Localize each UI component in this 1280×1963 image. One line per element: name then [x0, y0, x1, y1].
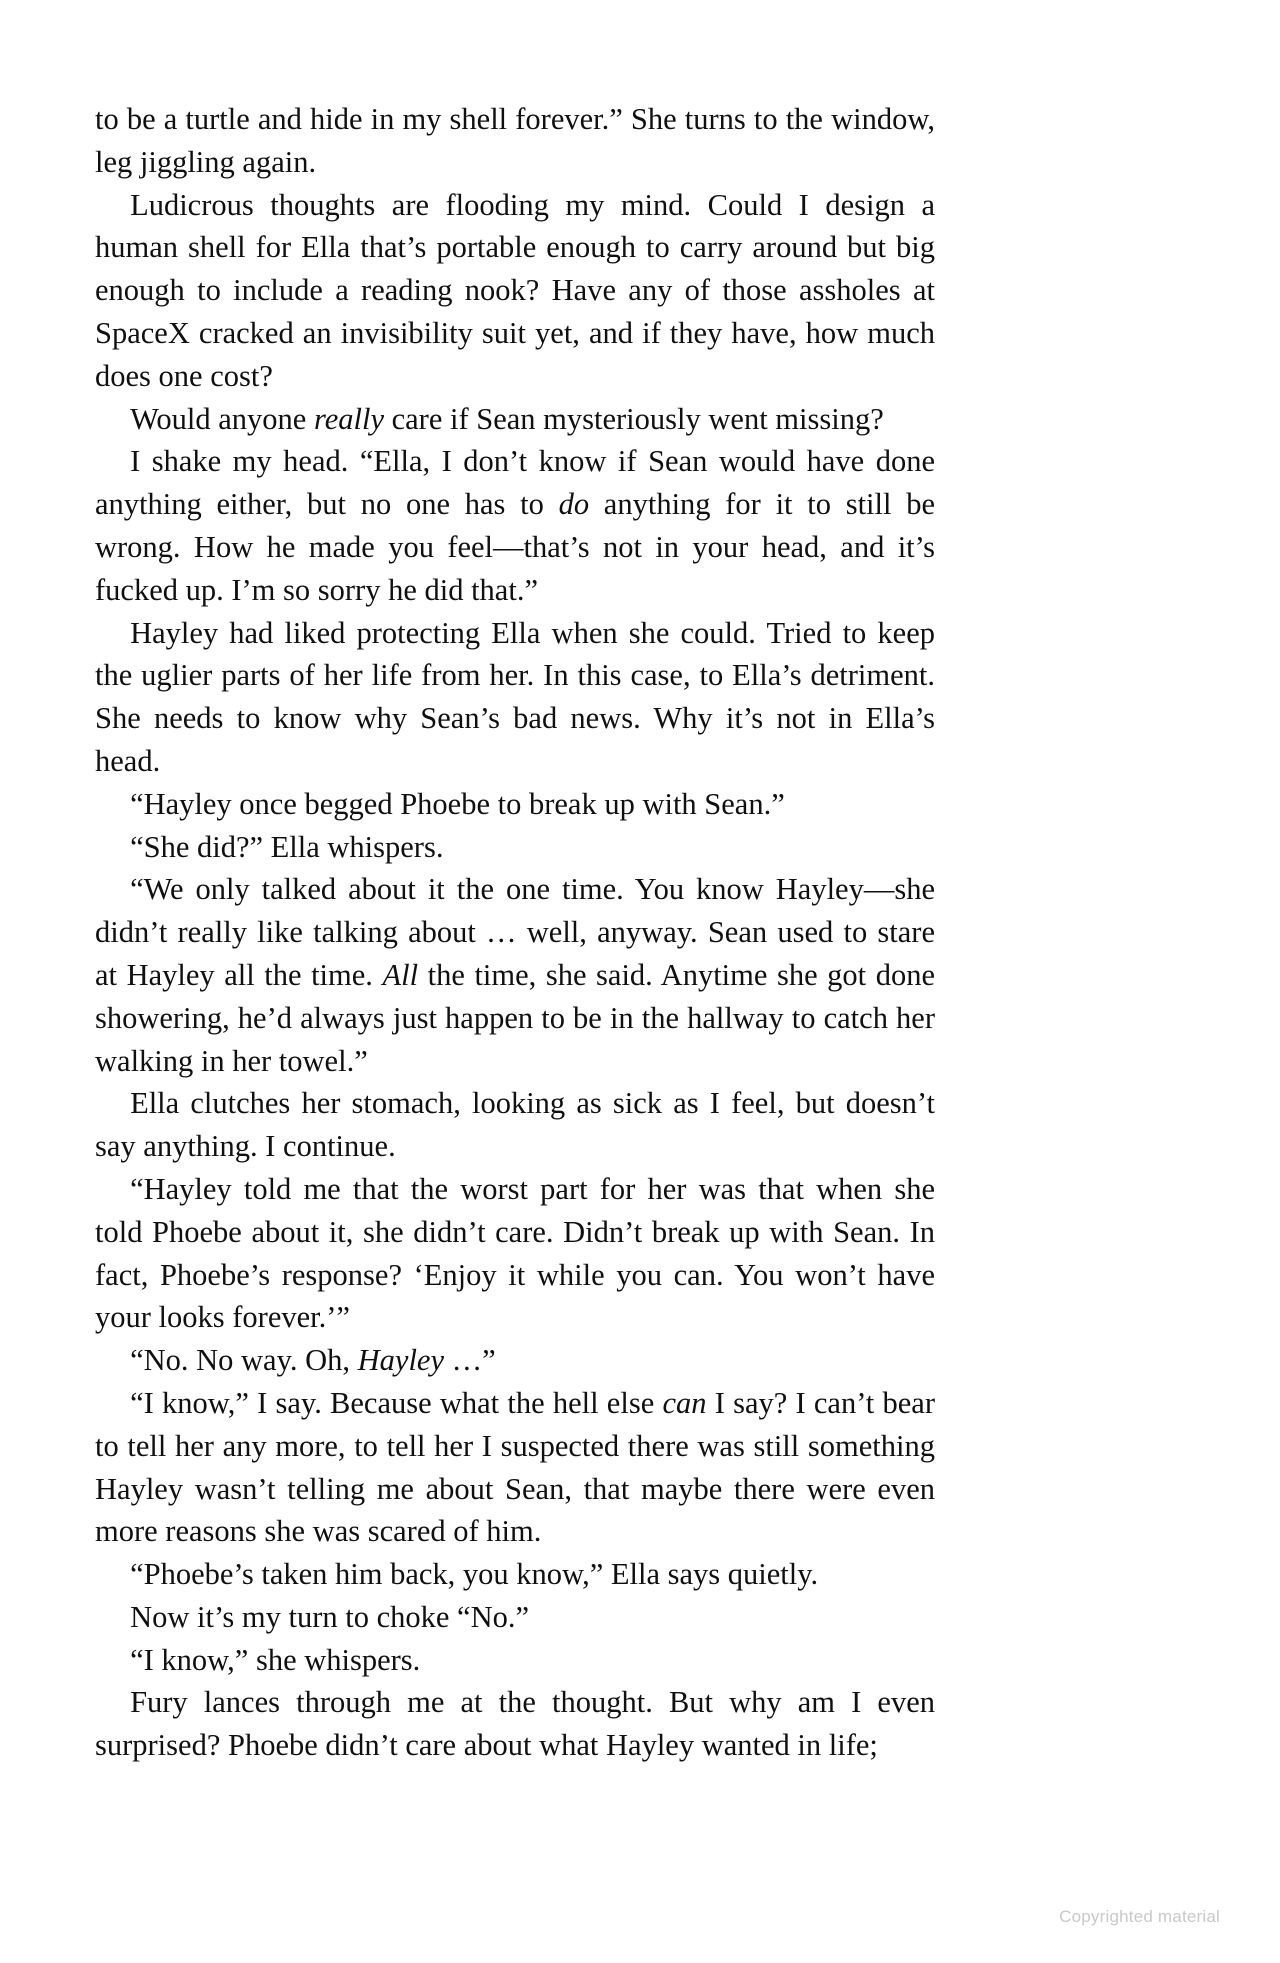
body-text-run: Now it’s my turn to choke “No.”	[130, 1599, 530, 1634]
emphasis-text: All	[382, 957, 419, 992]
body-text-run: “She did?” Ella whispers.	[130, 829, 444, 864]
body-text-run: I say? I can’t bear to tell her any more, to tell her I suspected there was still something Hayley wasn’t telling me about Sean, that maybe there were even more reasons she was scared of him.	[95, 1385, 935, 1549]
paragraph	[95, 1596, 935, 1639]
body-text-run: “No. No way. Oh,	[130, 1343, 358, 1378]
paragraph	[95, 1168, 935, 1339]
paragraph	[95, 612, 935, 783]
body-text-run: to be a turtle and hide in my shell forever.” She turns to the window, leg jiggling again.	[95, 102, 935, 179]
body-text-run: Ludicrous thoughts are flooding my mind. Could I design a human shell for Ella that’s portable enough to carry around but big enough to include a reading nook? Have any of those assholes at SpaceX cracked an invisibility suit yet, and if they have, how much does one cost?	[95, 187, 935, 393]
paragraph	[95, 1553, 935, 1596]
page-body-text	[95, 98, 935, 1767]
body-text-run: Ella clutches her stomach, looking as sick as I feel, but doesn’t say anything. I continue.	[95, 1086, 935, 1164]
emphasis-text: Hayley	[357, 1343, 445, 1378]
body-text-run: “Phoebe’s taken him back, you know,” Ella says quietly.	[130, 1557, 819, 1592]
body-text-run: “Hayley once begged Phoebe to break up with Sean.”	[130, 786, 785, 821]
paragraph	[95, 1681, 935, 1767]
paragraph	[95, 1082, 935, 1168]
paragraph	[95, 868, 935, 1082]
paragraph	[95, 1639, 935, 1682]
body-text-run: “I know,” she whispers.	[130, 1642, 421, 1677]
emphasis-text: really	[313, 401, 384, 436]
paragraph	[95, 440, 935, 611]
body-text-run: anything for it to still be wrong. How he made you feel—that’s not in your head, and it’s fucked up. I’m so sorry he did that.”	[95, 487, 935, 607]
paragraph	[95, 1382, 935, 1553]
body-text-run: Fury lances through me at the thought. But why am I even surprised? Phoebe didn’t care about what Hayley wanted in life;	[95, 1685, 935, 1763]
body-text-run: “We only talked about it the one time. You know Hayley—she didn’t really like talking about … well, anyway. Sean used to stare at Hayley all the time.	[95, 872, 935, 992]
copyright-watermark: Copyrighted material	[1059, 1907, 1220, 1926]
emphasis-text: can	[662, 1385, 707, 1420]
paragraph	[95, 826, 935, 869]
body-text-run: the time, she said. Anytime she got done showering, he’d always just happen to be in the hallway to catch her walking in her towel.”	[95, 957, 936, 1078]
body-text-run: “I know,” I say. Because what the hell else	[130, 1385, 663, 1420]
body-text-run: …”	[444, 1343, 496, 1378]
paragraph	[95, 398, 935, 441]
body-text-run: “Hayley told me that the worst part for her was that when she told Phoebe about it, she didn’t care. Didn’t break up with Sean. In fact, Phoebe’s response? ‘Enjoy it while you can. You won’t have your looks forever.’”	[95, 1171, 935, 1335]
body-text-run: care if Sean mysteriously went missing?	[383, 401, 884, 436]
paragraph	[95, 98, 935, 184]
body-text-run: Would anyone	[130, 401, 314, 436]
paragraph	[95, 1339, 935, 1382]
emphasis-text: do	[558, 487, 590, 522]
paragraph	[95, 783, 935, 826]
paragraph	[95, 184, 935, 398]
body-text-run: I shake my head. “Ella, I don’t know if Sean would have done anything either, but no one has to	[95, 444, 935, 522]
body-text-run: Hayley had liked protecting Ella when she could. Tried to keep the uglier parts of her life from her. In this case, to Ella’s detriment. She needs to know why Sean’s bad news. Why it’s not in Ella’s head.	[95, 615, 935, 778]
